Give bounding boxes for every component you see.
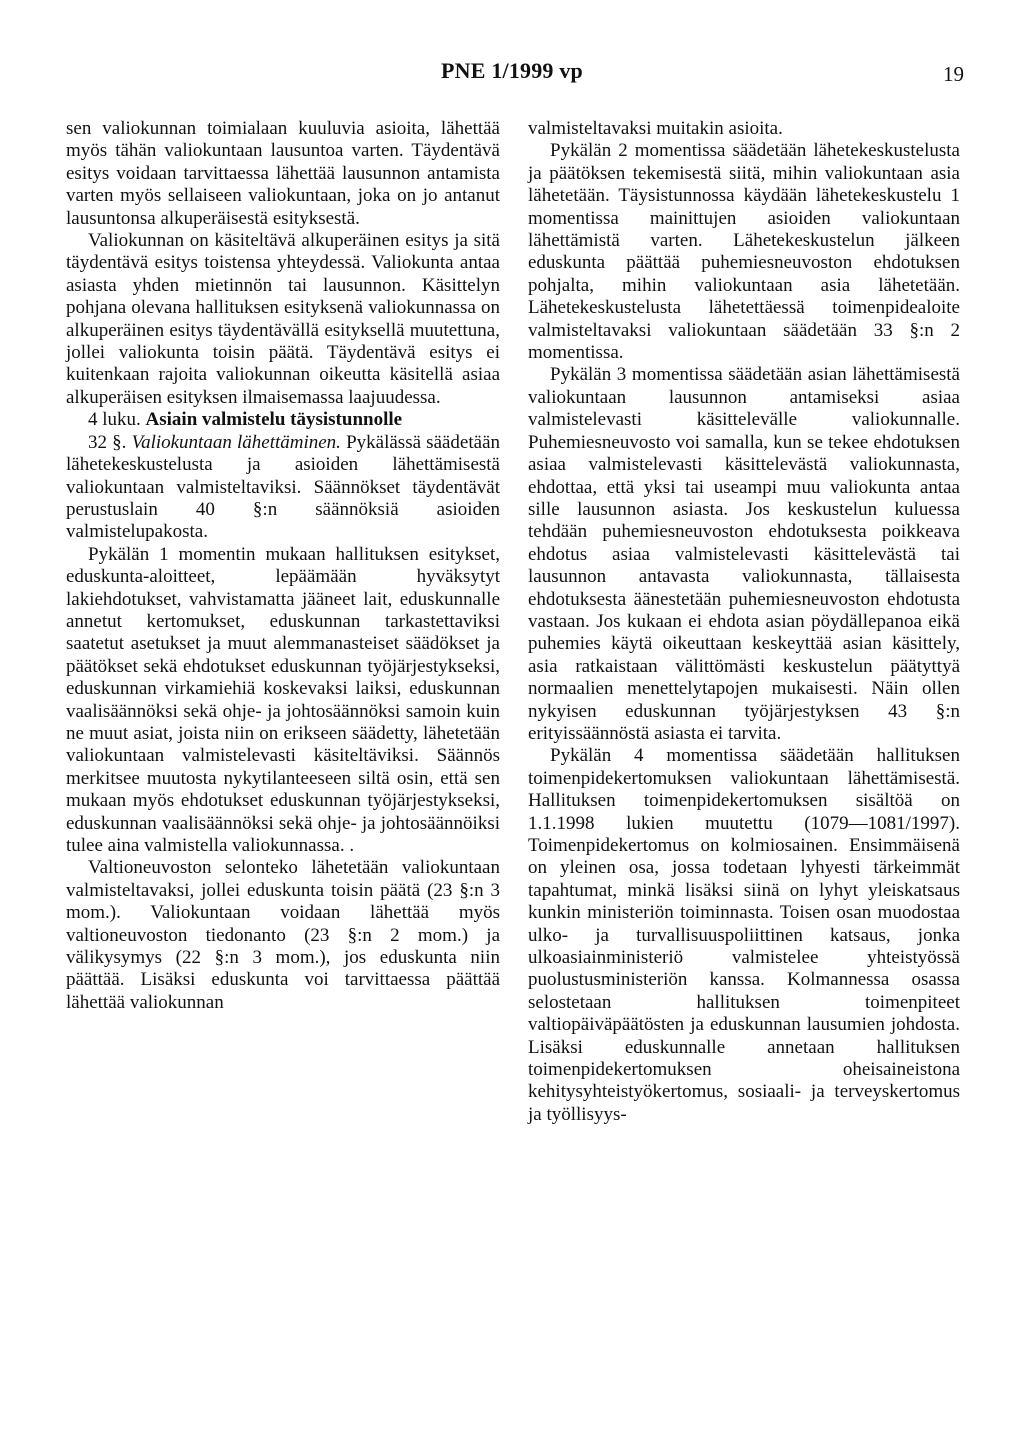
paragraph: sen valiokunnan toimialaan kuuluvia asioita, lähettää myös tähän valiokuntaan lausuntoa varten. Täydentävä esitys voidaan tarvittaessa lähettää lausunnon antamista varten myös sellaiseen valiokuntaan, joka on jo antanut lausuntonsa alkuperäisestä esityksestä. bbox=[66, 118, 500, 229]
paragraph: Pykälän 1 momentin mukaan hallituksen esitykset, eduskunta-aloitteet, lepäämään hyväksytyt lakiehdotukset, vahvistamatta jääneet lait, eduskunnalle annetut kertomukset, eduskunnan tarkastettaviksi saatetut asetukset ja muut alemmanasteiset säädökset ja päätökset sekä ehdotukset eduskunnan työjärjestykseksi, eduskunnan virkamiehiä koskevaksi laiksi, eduskunnan vaalisäännöksi sekä ohje- ja johtosäännöksi samoin kuin ne muut asiat, joista niin on erikseen säädetty, lähetetään valiokuntaan valmistelevasti käsiteltäviksi. Säännös merkitsee muutosta nykytilanteeseen siltä osin, että sen mukaan myös ehdotukset eduskunnan työjärjestykseksi, eduskunnan vaalisäännöksi sekä ohje- ja johtosäännöiksi tulee aina valmistella valiokunnassa. . bbox=[66, 543, 500, 856]
section-title: Valiokuntaan lähettäminen. bbox=[131, 431, 341, 453]
document-id: PNE 1/1999 vp bbox=[441, 58, 583, 83]
paragraph: Pykälän 4 momentissa säädetään hallituksen toimenpidekertomuksen valiokuntaan lähettämisestä. Hallituksen toimenpidekertomuksen sisältöä on 1.1.1998 lukien muutettu (1079—1081/1997). Toimenpidekertomus on kolmiosainen. Ensimmäisenä on yleinen osa, jossa todetaan lyhyesti tärkeimmät tapahtumat, minkä lisäksi siinä on lyhyt yleiskatsaus kunkin ministeriön toiminnasta. Toisen osan muodostaa ulko- ja turvallisuuspoliittinen katsaus, jonka ulkoasiainministeriö valmistelee yhteistyössä puolustusministeriön kanssa. Kolmannessa osassa selostetaan hallituksen toimenpiteet valtiopäiväpäätösten ja eduskunnan lausumien johdosta. Lisäksi eduskunnalle annetaan hallituksen toimenpidekertomuksen oheisaineistona kehitysyhteistyökertomus, sosiaali- ja terveyskertomus ja työllisyys- bbox=[528, 745, 960, 1125]
paragraph: Pykälän 3 momentissa säädetään asian lähettämisestä valiokuntaan lausunnon antamiseksi asiaa valmistelevasti käsittelevälle valiokunnalle. Puhemiesneuvosto voi samalla, kun se tekee ehdotuksen asiaa valmistelevasti käsittelevästä valiokunnasta, ehdottaa, että yksi tai useampi muu valiokunta antaa sille lausunnon asiasta. Jos keskustelun kuluessa tehdään puhemiesneuvoston ehdotuksesta poikkeava ehdotus asiaa valmistelevasti käsittelevästä tai lausunnon antavasta valiokunnasta, tällaisesta ehdotuksesta äänestetään puhemiesneuvoston ehdotusta vastaan. Jos kukaan ei ehdota asian pöydällepanoa eikä puhemies käytä oikeuttaan keskeyttää asian käsittely, asia ratkaistaan välittömästi keskustelun päätyttyä normaalien menettelytapojen mukaisesti. Näin ollen nykyisen eduskunnan työjärjestyksen 43 §:n erityissäännöstä asiasta ei tarvita. bbox=[528, 364, 960, 744]
paragraph: Valiokunnan on käsiteltävä alkuperäinen esitys ja sitä täydentävä esitys toistensa yhteydessä. Valiokunta antaa asiasta yhden mietinnön tai lausunnon. Käsittelyn pohjana olevana hallituksen esityksenä valiokunnassa on alkuperäinen esitys täydentävällä esityksellä muutettuna, jollei valiokunta toisin päätä. Täydentävä esitys ei kuitenkaan rajoita valiokunnan oikeutta käsitellä asiaa alkuperäisen esityksen ilmaisemassa laajuudessa. bbox=[66, 230, 500, 408]
chapter-title: Asiain valmistelu täysistunnolle bbox=[145, 409, 403, 431]
right-column bbox=[528, 118, 960, 1126]
paragraph: Valtioneuvoston selonteko lähetetään valiokuntaan valmisteltavaksi, jollei eduskunta toisin päätä (23 §:n 3 mom.). Valiokuntaan voidaan lähettää myös valtioneuvoston tiedonanto (23 §:n 2 mom.) ja välikysymys (22 §:n 3 mom.), jos eduskunta niin päättää. Lisäksi eduskunta voi tarvittaessa päättää lähettää valiokunnan bbox=[66, 857, 500, 1013]
chapter-number: 4 luku. bbox=[88, 409, 141, 431]
left-column bbox=[66, 118, 500, 1014]
section-heading-paragraph bbox=[66, 432, 500, 544]
paragraph: Pykälän 2 momentissa säädetään lähetekeskustelusta ja päätöksen tekemisestä siitä, mihin valiokuntaan asia lähetetään. Täysistunnossa käydään lähetekeskustelu 1 momentissa mainittujen asioiden valiokuntaan lähettämistä varten. Lähetekeskustelun jälkeen eduskunta päättää puhemiesneuvoston ehdotuksen pohjalta, mihin valiokuntaan asia lähetetään. Lähetekeskustelusta lähetettäessä toimenpidealoite valmisteltavaksi valiokuntaan säädetään 33 §:n 2 momentissa. bbox=[528, 140, 960, 364]
section-text: Pykälässä säädetään lähetekeskustelusta ja asioiden lähettämisestä valiokuntaan valmisteltaviksi. Säännökset täydentävät perustuslain 40 §:n säännöksiä asioiden valmistelupakosta. bbox=[66, 431, 501, 543]
page-header bbox=[0, 58, 1024, 88]
section-number: 32 §. bbox=[88, 431, 127, 453]
paragraph: valmisteltavaksi muitakin asioita. bbox=[528, 118, 783, 139]
page-number: 19 bbox=[943, 62, 964, 86]
chapter-heading bbox=[66, 409, 500, 431]
